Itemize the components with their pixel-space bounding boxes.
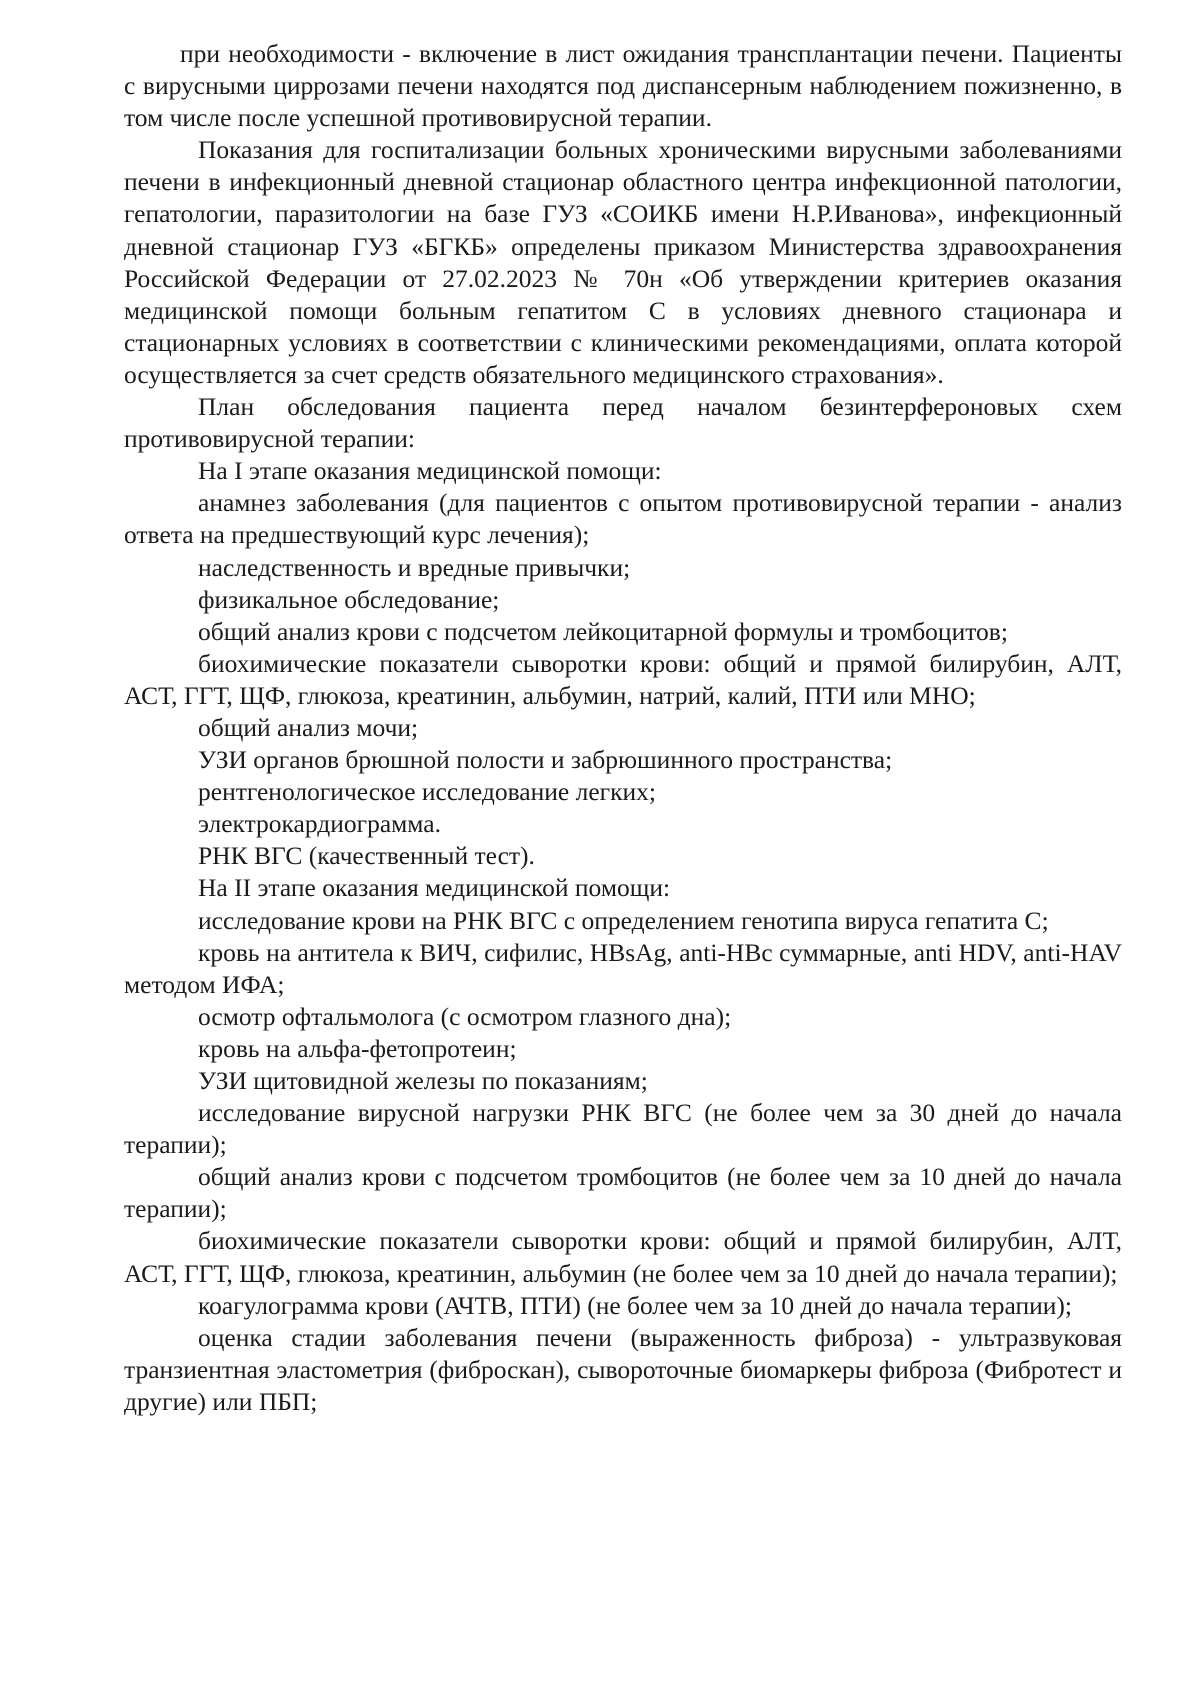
list-item: коагулограмма крови (АЧТВ, ПТИ) (не более чем за 10 дней до начала терапии);	[198, 1290, 1072, 1320]
paragraph-continuation: при необходимости - включение в лист ожидания трансплантации печени. Пациенты с вирусными циррозами печени находятся под диспансерным наблюдением пожизненно, в том числе после успешной противовирусной терапии.	[124, 39, 1122, 133]
paragraph-hospitalization-indications: Показания для госпитализации больных хроническими вирусными заболеваниями печени в инфекционный дневной стационар областного центра инфекционной патологии, гепатологии, паразитологии на базе ГУЗ «СОИКБ имени Н.Р.Иванова», инфекционный дневной стационар ГУЗ «БГКБ» определены приказом Министерства здравоохранения Российской Федерации от 27.02.2023 № 70н «Об утверждении критериев оказания медицинской помощи больным гепатитом С в условиях дневного стационара и стационарных условиях в соответствии с клиническими рекомендациями, оплата которой осуществляется за счет средств обязательного медицинского страхования».	[124, 135, 1122, 389]
list-item: УЗИ органов брюшной полости и забрюшинного пространства;	[198, 745, 893, 775]
list-item: рентгенологическое исследование легких;	[198, 777, 656, 807]
list-item: электрокардиограмма.	[198, 809, 441, 839]
paragraph-examination-plan: План обследования пациента перед началом безинтерфероновых схем противовирусной терапии:	[124, 392, 1122, 454]
list-item: кровь на антитела к ВИЧ, сифилис, HBsAg, anti-HBc суммарные, anti HDV, anti-HAV методом ИФА;	[124, 937, 1122, 999]
list-item: физикальное обследование;	[198, 584, 500, 614]
list-item: осмотр офтальмолога (с осмотром глазного дна);	[198, 1001, 732, 1031]
list-item: общий анализ крови с подсчетом тромбоцитов (не более чем за 10 дней до начала терапии);	[124, 1162, 1122, 1224]
list-item: исследование крови на РНК ВГС с определением генотипа вируса гепатита С;	[198, 905, 1049, 935]
list-item: кровь на альфа-фетопротеин;	[198, 1033, 517, 1063]
stage-1-heading: На I этапе оказания медицинской помощи:	[198, 456, 662, 486]
list-item: УЗИ щитовидной железы по показаниям;	[198, 1066, 648, 1095]
list-item: общий анализ крови с подсчетом лейкоцитарной формулы и тромбоцитов;	[198, 616, 1008, 646]
list-item: биохимические показатели сыворотки крови: общий и прямой билирубин, АЛТ, АСТ, ГГТ, ЩФ, глюкоза, креатинин, альбумин (не более чем за 10 дней до начала терапии);	[124, 1226, 1122, 1288]
list-item: РНК ВГС (качественный тест).	[198, 841, 535, 871]
list-item: анамнез заболевания (для пациентов с опытом противовирусной терапии - анализ ответа на предшествующий курс лечения);	[124, 488, 1122, 550]
list-item: оценка стадии заболевания печени (выраженность фиброза) - ультразвуковая транзиентная эластометрия (фиброскан), сывороточные биомаркеры фиброза (Фибротест и другие) или ПБП;	[124, 1322, 1122, 1416]
list-item: исследование вирусной нагрузки РНК ВГС (не более чем за 30 дней до начала терапии);	[124, 1098, 1122, 1160]
list-item: наследственность и вредные привычки;	[198, 552, 631, 582]
stage-2-heading: На II этапе оказания медицинской помощи:	[198, 873, 671, 903]
document-body	[124, 38, 1122, 1418]
list-item: общий анализ мочи;	[198, 712, 419, 742]
list-item: биохимические показатели сыворотки крови: общий и прямой билирубин, АЛТ, АСТ, ГГТ, ЩФ, глюкоза, креатинин, альбумин, натрий, калий, ПТИ или МНО;	[124, 648, 1122, 710]
